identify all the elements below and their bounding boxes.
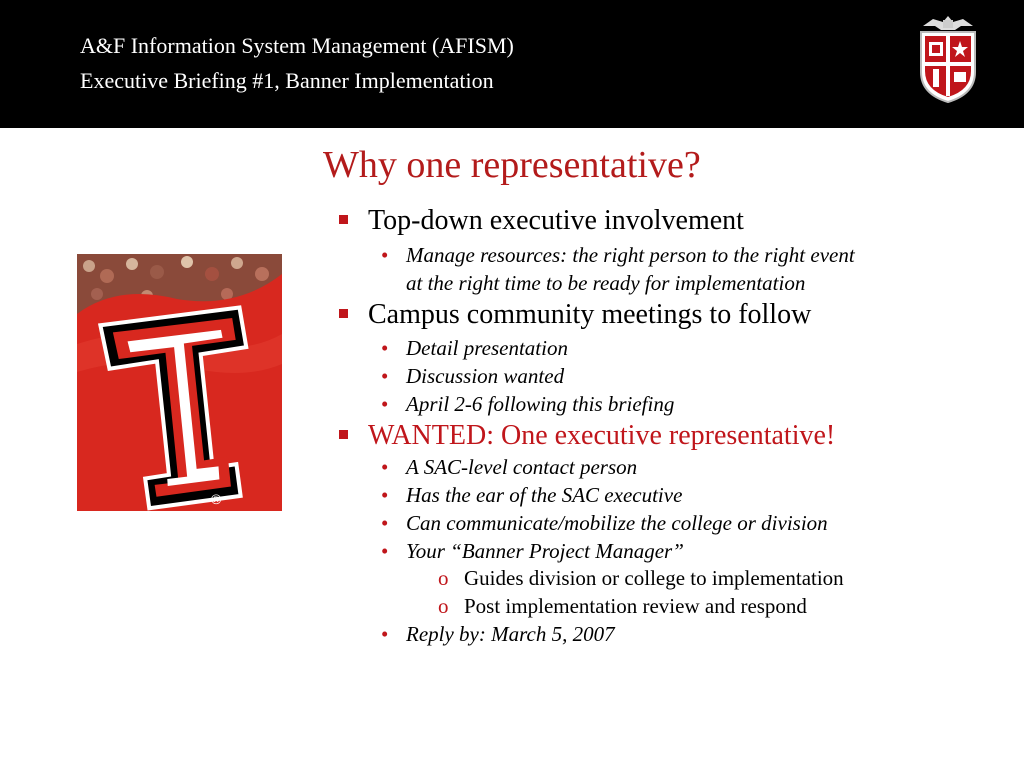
- header-title-line1: A&F Information System Management (AFISM): [80, 33, 514, 58]
- sub-bullet-text: Manage resources: the right person to the right event: [406, 243, 855, 267]
- sub-bullet-item: [381, 537, 684, 565]
- bullet-text: Top-down executive involvement: [368, 205, 744, 236]
- sub-bullet-text: April 2-6 following this briefing: [406, 392, 675, 416]
- square-bullet-icon: [339, 430, 348, 439]
- sub-bullet-item: [381, 362, 565, 390]
- bullet-text: Campus community meetings to follow: [368, 299, 812, 330]
- dot-bullet-icon: •: [381, 539, 389, 563]
- sub-bullet-text: Your “Banner Project Manager”: [406, 539, 684, 563]
- sub-bullet-item: [381, 481, 683, 509]
- dot-bullet-icon: •: [381, 364, 389, 388]
- texas-tech-seal-icon: [915, 14, 981, 104]
- dot-bullet-icon: •: [381, 483, 389, 507]
- sub-sub-bullet-item: [438, 592, 807, 620]
- dot-bullet-icon: •: [381, 392, 389, 416]
- bullet-item: [368, 300, 811, 330]
- dot-bullet-icon: •: [381, 622, 389, 646]
- square-bullet-icon: [339, 215, 348, 224]
- dot-bullet-icon: •: [381, 336, 389, 360]
- bullet-item: [368, 206, 744, 236]
- sub-bullet-text: at the right time to be ready for implementation: [406, 271, 806, 295]
- sub-bullet-text: Discussion wanted: [406, 364, 565, 388]
- circle-bullet-icon: o: [438, 594, 449, 618]
- sub-sub-bullet-item: [438, 564, 844, 592]
- sub-bullet-item: [381, 620, 615, 648]
- square-bullet-icon: [339, 309, 348, 318]
- bullet-item: [368, 421, 835, 451]
- sub-sub-bullet-text: Post implementation review and respond: [464, 594, 807, 618]
- dot-bullet-icon: •: [381, 455, 389, 479]
- sub-bullet-text: Detail presentation: [406, 336, 568, 360]
- dot-bullet-icon: •: [381, 243, 389, 267]
- sub-bullet-item: [381, 334, 568, 362]
- dot-bullet-icon: •: [381, 511, 389, 535]
- sub-sub-bullet-text: Guides division or college to implementation: [464, 566, 844, 590]
- double-t-flag-icon: [77, 254, 282, 511]
- slide-title: Why one representative?: [323, 144, 701, 186]
- header-title-line2: Executive Briefing #1, Banner Implementation: [80, 68, 494, 93]
- bullet-text: WANTED: One executive representative!: [368, 420, 836, 451]
- registered-mark: ®: [211, 491, 222, 507]
- sub-bullet-item: [381, 390, 675, 418]
- sub-bullet-item: [381, 241, 855, 269]
- circle-bullet-icon: o: [438, 566, 449, 590]
- sub-bullet-item: [381, 453, 638, 481]
- sub-bullet-text: A SAC-level contact person: [406, 455, 638, 479]
- sub-bullet-continuation: [406, 269, 805, 297]
- sub-bullet-text: Has the ear of the SAC executive: [406, 483, 683, 507]
- slide-header: [0, 0, 1024, 128]
- sub-bullet-text: Reply by: March 5, 2007: [406, 622, 615, 646]
- sub-bullet-text: Can communicate/mobilize the college or division: [406, 511, 828, 535]
- sub-bullet-item: [381, 509, 828, 537]
